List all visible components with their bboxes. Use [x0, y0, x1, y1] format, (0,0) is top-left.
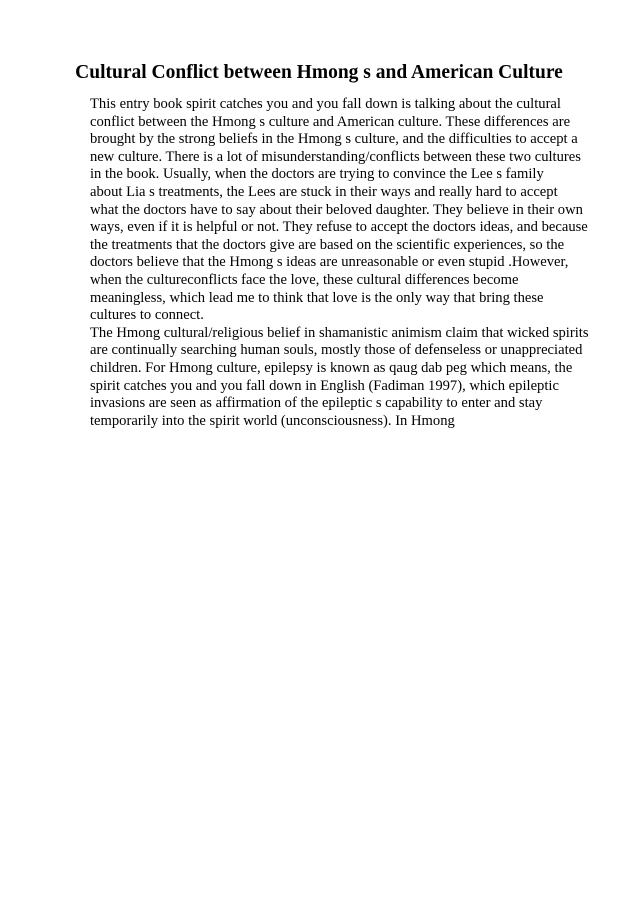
paragraph-2: [90, 325, 610, 431]
text-line: conflict between the Hmong s culture and American culture. These differences are: [90, 113, 571, 130]
document-body: [90, 96, 610, 430]
document-title: Cultural Conflict between Hmong s and American Culture: [75, 62, 563, 83]
text-line: temporarily into the spirit world (unconsciousness). In Hmong: [90, 412, 455, 429]
text-line: spirit catches you and you fall down in English (Fadiman 1997), which epileptic: [90, 377, 559, 394]
text-line: ways, even if it is helpful or not. They refuse to accept the doctors ideas, and because: [90, 219, 588, 236]
text-line: cultures to connect.: [90, 307, 204, 324]
text-line: what the doctors have to say about their beloved daughter. They believe in their own: [90, 201, 583, 218]
text-line: in the book. Usually, when the doctors are trying to convince the Lee s family: [90, 166, 544, 183]
text-line: brought by the strong beliefs in the Hmong s culture, and the difficulties to accept a: [90, 131, 578, 148]
text-line: new culture. There is a lot of misunderstanding/conflicts between these two cultures: [90, 148, 581, 165]
text-line: are continually searching human souls, mostly those of defenseless or unappreciated: [90, 342, 583, 359]
text-line: doctors believe that the Hmong s ideas are unreasonable or even stupid .However,: [90, 254, 569, 271]
text-line: when the cultureconflicts face the love, these cultural differences become: [90, 271, 519, 288]
paragraph-1: [90, 96, 610, 325]
text-line: the treatments that the doctors give are based on the scientific experiences, so the: [90, 236, 565, 253]
text-line: about Lia s treatments, the Lees are stuck in their ways and really hard to accept: [90, 183, 558, 200]
text-line: children. For Hmong culture, epilepsy is known as qaug dab peg which means, the: [90, 359, 573, 376]
text-line: meaningless, which lead me to think that love is the only way that bring these: [90, 289, 544, 306]
text-line: The Hmong cultural/religious belief in shamanistic animism claim that wicked spirits: [90, 324, 589, 341]
text-line: invasions are seen as affirmation of the epileptic s capability to enter and stay: [90, 395, 543, 412]
text-line: This entry book spirit catches you and you fall down is talking about the cultural: [90, 96, 561, 112]
